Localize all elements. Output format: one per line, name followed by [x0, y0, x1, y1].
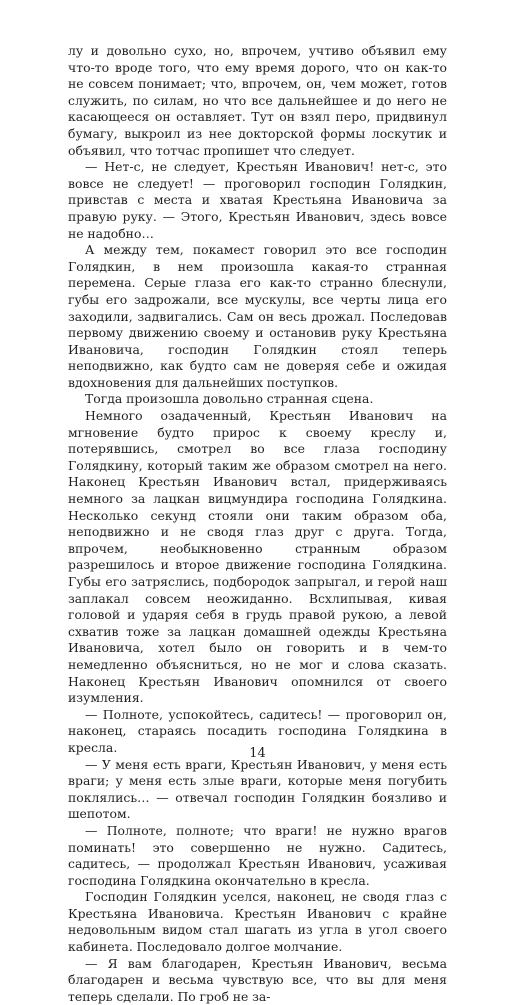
paragraph-3: А между тем, покамест говорил это все господин Голядкин, в нем произошла какая-то странная перемена. Серые глаза его как-то странно блеснули, губы его задрожали, все мускулы, все черты лица его заходили, задвигались. Сам он весь дрожал. Последовав первому движению своему и остановив руку Крестьяна Ивановича, господин Голядкин стоял теперь неподвижно, как будто сам не доверяя себе и ожидая вдохновения для дальнейших поступков.: [68, 242, 447, 390]
page-number: 14: [249, 746, 266, 761]
paragraph-7: — У меня есть враги, Крестьян Иванович, у меня есть враги; у меня есть злые враги, которые меня погубить поклялись… — отвечал господин Голядкин боязливо и шепотом.: [68, 756, 447, 822]
paragraph-1: лу и довольно сухо, но, впрочем, учтиво объявил ему что-то вроде того, что ему время дорого, что он как-то не совсем понимает; что, впрочем, он, чем может, готов служить, по силам, но что все дальнейшее и до него не касающееся он оставляет. Тут он взял перо, придвинул бумагу, выкроил из нее докторской формы лоскутик и объявил, что тотчас пропишет что следует.: [68, 43, 447, 158]
paragraph-4: Тогда произошла довольно странная сцена.: [85, 391, 374, 407]
paragraph-2: — Нет-с, не следует, Крестьян Иванович! нет-с, это вовсе не следует! — проговорил господин Голядкин, привстав с места и хватая Крестьяна Ивановича за правую руку. — Этого, Крестьян Иванович, здесь вовсе не надобно…: [68, 159, 447, 241]
paragraph-6: — Полноте, успокойтесь, садитесь! — проговорил он, наконец, стараясь посадить господина Голядкина в кресла.: [68, 706, 447, 755]
paragraph-5: Немного озадаченный, Крестьян Иванович на мгновение будто прирос к своему креслу и, потерявшись, смотрел во все глаза господину Голядкину, который таким же образом смотрел на него. Наконец Крестьян Иванович встал, придерживаясь немного за лацкан вицмундира господина Голядкина. Несколько секунд стояли они таким образом оба, неподвижно и не сводя глаз друг с друга. Тогда, впрочем, необыкновенно странным образом разрешилось и второе движение господина Голядкина. Губы его затряслись, подбородок запрыгал, и герой наш заплакал совсем неожиданно. Всхлипывая, кивая головой и ударяя себя в грудь правой рукою, а левой схватив тоже за лацкан домашней одежды Крестьяна Ивановича, хотел было он говорить и в чем-то немедленно объясниться, но не мог и слова сказать. Наконец Крестьян Иванович опомнился от своего изумления.: [68, 408, 447, 706]
paragraph-9: Господин Голядкин уселся, наконец, не сводя глаз с Крестьяна Ивановича. Крестьян Иванович с крайне недовольным видом стал шагать из угла в угол своего кабинета. Последовало долгое молчание.: [68, 889, 447, 955]
book-page: [68, 43, 447, 1004]
paragraph-8: — Полноте, полноте; что враги! не нужно врагов поминать! это совершенно не нужно. Садитесь, садитесь, — продолжал Крестьян Иванович, усаживая господина Голядкина окончательно в кресла.: [68, 822, 447, 888]
page-body-text: [68, 43, 447, 1005]
paragraph-10: — Я вам благодарен, Крестьян Иванович, весьма благодарен и весьма чувствую все, что вы для меня теперь сделали. По гроб не за-: [68, 955, 447, 1004]
